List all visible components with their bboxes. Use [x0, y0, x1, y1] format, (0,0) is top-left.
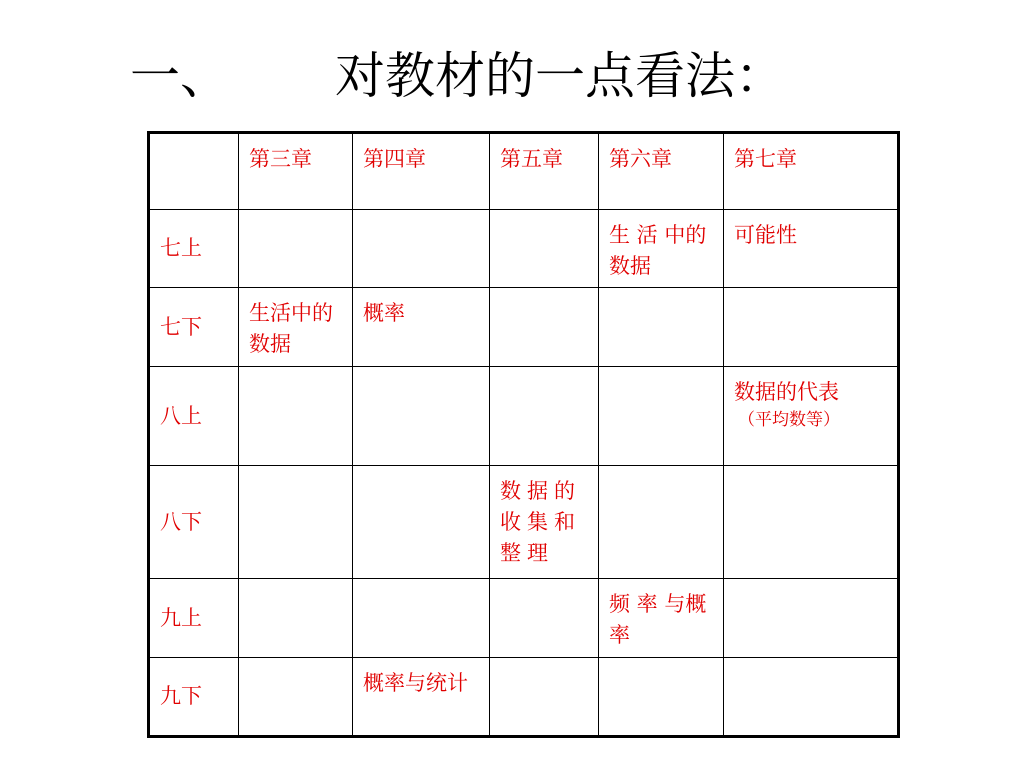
table-cell: 概率 — [353, 288, 490, 367]
page-title — [130, 40, 785, 112]
title-text: 对教材的一点看法： — [335, 47, 785, 105]
table-cell — [239, 579, 353, 658]
table-row — [149, 579, 899, 658]
table-row — [149, 367, 899, 466]
row-label: 九上 — [149, 579, 239, 658]
table-cell — [724, 367, 899, 466]
table-cell — [239, 210, 353, 288]
table-cell — [599, 367, 724, 466]
table-cell — [239, 658, 353, 737]
table-cell — [724, 579, 899, 658]
table-cell: 数据的收集和整理 — [490, 466, 599, 579]
table-cell — [239, 466, 353, 579]
row-label: 八上 — [149, 367, 239, 466]
row-label: 七下 — [149, 288, 239, 367]
table-cell — [353, 367, 490, 466]
cell-main-text: 数据的代表 — [734, 380, 839, 404]
table-row — [149, 658, 899, 737]
table-cell: 生活中的数据 — [239, 288, 353, 367]
table-cell — [490, 210, 599, 288]
table-row — [149, 466, 899, 579]
table-cell — [239, 367, 353, 466]
table-row — [149, 288, 899, 367]
table-cell — [724, 466, 899, 579]
table-cell — [490, 367, 599, 466]
corner-cell — [149, 133, 239, 210]
table-cell — [599, 288, 724, 367]
table-cell — [599, 658, 724, 737]
table-cell — [599, 466, 724, 579]
table-cell — [490, 579, 599, 658]
column-header-ch4: 第四章 — [353, 133, 490, 210]
table-cell — [353, 466, 490, 579]
column-header-ch3: 第三章 — [239, 133, 353, 210]
table-cell — [724, 288, 899, 367]
column-header-ch5: 第五章 — [490, 133, 599, 210]
table-cell — [353, 210, 490, 288]
title-number: 一、 — [130, 47, 230, 105]
column-header-ch6: 第六章 — [599, 133, 724, 210]
table-cell — [353, 579, 490, 658]
cell-note: （平均数等） — [738, 410, 840, 430]
row-label: 八下 — [149, 466, 239, 579]
table-cell: 可能性 — [724, 210, 899, 288]
table-cell — [490, 288, 599, 367]
table-cell: 频 率 与概率 — [599, 579, 724, 658]
table-cell: 概率与统计 — [353, 658, 490, 737]
chapter-table — [147, 131, 900, 738]
header-row — [149, 133, 899, 210]
table-cell — [490, 658, 599, 737]
column-header-ch7: 第七章 — [724, 133, 899, 210]
row-label: 七上 — [149, 210, 239, 288]
table-row — [149, 210, 899, 288]
table-cell — [724, 658, 899, 737]
table-cell: 生 活 中的数据 — [599, 210, 724, 288]
row-label: 九下 — [149, 658, 239, 737]
